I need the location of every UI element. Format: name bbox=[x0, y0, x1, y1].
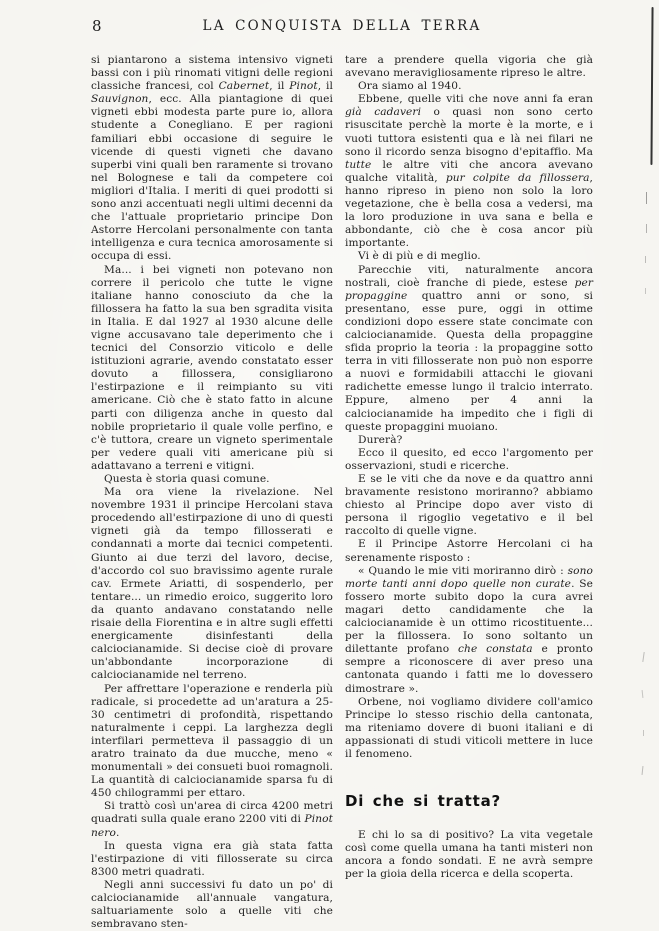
scan-artifact-mark bbox=[646, 224, 647, 233]
paragraph: Questa è storia quasi comune. bbox=[104, 473, 270, 485]
scan-artifact-mark bbox=[643, 730, 644, 736]
paragraph: si piantarono a sistema intensivo vigneti bassi con i più rinomati vitigni delle regioni classiche francesi, col Cabernet, il Pinot, il Sauvignon, ecc. Alla piantagione di quei vigneti ebbi modesta parte pure io, allora studente a Conegliano. E per ragioni familiari ebbi occasione di seguire le vicende di questi vigneti che davano superbi vini quali ben raramente si trovano nel Bolognese e tali da competere coi migliori d'Italia. I meriti di quei prodotti si sono anzi accentuati negli ultimi decenni da che l'attuale proprietario principe Don Astorre Hercolani personalmente con tanta intelligenza e cura tecnica amorosamente si occupa di essi. bbox=[91, 54, 333, 263]
paragraph: In questa vigna era già stata fatta l'estirpazione di viti fillosserate su circa 8300 metri quadrati. bbox=[91, 839, 333, 878]
paragraph: Durerà? bbox=[358, 433, 403, 446]
scan-artifact-mark bbox=[642, 652, 644, 662]
paragraph: Negli anni successivi fu dato un po' di calciocianamide all'annuale vangatura, saltuariamente solo a quelle viti che sembravano sten- bbox=[91, 878, 333, 931]
running-header-title: LA CONQUISTA DELLA TERRA bbox=[202, 18, 482, 34]
scan-artifact-mark bbox=[646, 192, 647, 204]
paragraph: E chi lo sa di positivo? La vita vegetale così come quella umana ha tanti misteri non ancora a fondo sondati. E ne avrà sempre per la gioia della ricerca e della scoperta. bbox=[345, 829, 593, 881]
paragraph: E se le viti che da nove e da quattro anni bravamente resistono moriranno? abbiamo chiesto al Principe dopo aver visto di persona il rigoglio vegetativo e il bel raccolto di quelle vigne. bbox=[345, 473, 593, 538]
paragraph: Ecco il quesito, ed ecco l'argomento per osservazioni, studi e ricerche. bbox=[345, 446, 593, 472]
paragraph: Vi è di più e di meglio. bbox=[358, 250, 481, 263]
page-number: 8 bbox=[92, 17, 102, 35]
paragraph: E il Principe Astorre Hercolani ci ha serenamente risposto : bbox=[345, 538, 593, 564]
scan-artifact-mark bbox=[642, 690, 644, 698]
paragraph: Ebbene, quelle viti che nove anni fa eran già cadaveri o quasi non sono certo risuscitate perchè la morte è la morte, e i vuoti tuttora esistenti qua e là nei filari ne sono il ricordo senza bisogno d'epitaffio. Ma tutte le altre viti che ancora avevano qualche vitalità, pur colpite da fillossera, hanno ripreso in pieno non solo la loro vegetazione, che è bella cosa a vedersi, ma la loro produzione in uva sana e bella e abbondante, ciò che è cosa ancor più importante. bbox=[345, 93, 594, 250]
paragraph: « Quando le mie viti moriranno dirò : sono morte tanti anni dopo quelle non curate. Se fossero morte subito dopo la cura avrei magari detto candidamente che la calciocianamide è un ottimo ricostituente... per la fillossera. Io sono soltanto un dilettante profano che constata e pronto sempre a riconoscere di aver preso una cantonata quando i fatti me lo dovessero dimostrare ». bbox=[345, 564, 593, 695]
paragraph: Per affrettare l'operazione e renderla più radicale, si procedette ad un'aratura a 25-30 centimetri di profondità, rispettando naturalmente i ceppi. La larghezza degli interfilari permetteva il passaggio di un aratro trainato da due mucche, meno « monumentali » dei consueti buoi romagnoli. La quantità di calciocianamide sparsa fu di 450 chilogrammi per ettaro. bbox=[91, 682, 333, 800]
paragraph: Ma ora viene la rivelazione. Nel novembre 1931 il principe Hercolani stava procedendo all'estirpazione di uno di questi vigneti già da tempo fillosserati e condannati a morte dai tecnici competenti. Giunto ai due terzi del lavoro, decise, d'accordo col suo bravissimo agente rurale cav. Ermete Ariatti, di sospenderlo, per tentare... un rimedio eroico, suggerito loro da quanto andavano constatando nelle risaie della Fiorentina e in altre sugli effetti energicamente disinfestanti della calciocianamide. Si decise cioè di provare un'abbondante incorporazione di calciocianamide nel terreno. bbox=[91, 486, 333, 682]
paragraph: Orbene, noi vogliamo dividere coll'amico Principe lo stesso rischio della cantonata, ma riteniamo dovere di buoni italiani e di appassionati di studi viticoli mettere in luce il fenomeno. bbox=[345, 695, 593, 760]
scan-artifact-line bbox=[650, 7, 653, 165]
paragraph: tare a prendere quella vigoria che già avevano meravigliosamente ripreso le altre. bbox=[345, 54, 593, 80]
column-right bbox=[345, 54, 593, 881]
scan-artifact-mark bbox=[642, 766, 644, 775]
paragraph: Parecchie viti, naturalmente ancora nostrali, cioè franche di piede, estese per propaggine quattro anni or sono, si presentano, esse pure, oggi in ottime condizioni dopo essere state concimate con calciocianamide. Questa della propaggine sfida proprio la teoria : la propaggine sotto terra in viti fillosserate non può non esporre a nuovi e formidabili attacchi le giovani radichette emesse lungo il tralcio interrato. Eppure, almeno per 4 anni la calciocianamide ha impedito che i figli di queste propaggini muoiano. bbox=[345, 263, 593, 433]
column-left bbox=[91, 54, 333, 931]
scan-artifact-mark bbox=[645, 288, 646, 294]
section-heading: Di che si tratta? bbox=[345, 792, 502, 811]
scan-artifact-mark bbox=[645, 256, 646, 263]
paragraph: Si trattò così un'area di circa 4200 metri quadrati sulla quale erano 2200 viti di Pinot nero. bbox=[91, 800, 333, 839]
paragraph: Ma... i bei vigneti non potevano non correre il pericolo che tutte le vigne italiane hanno conosciuto da che la fillossera ha fatto la sua ben sgradita visita in Italia. E dal 1927 al 1930 alcune delle vigne accusavano tale deperimento che i tecnici del Consorzio viticolo e delle istituzioni agrarie, avendo constatato esser dovuto a fillossera, consigliarono l'estirpazione e il reimpianto su viti americane. Ciò che è stato fatto in alcune parti con diligenza anche in questo dal nobile proprietario il quale volle perfino, e c'è tuttora, creare un vigneto sperimentale per vedere quali viti americane più si adattavano a terreni e vitigni. bbox=[91, 263, 333, 472]
paragraph: Ora siamo al 1940. bbox=[358, 80, 462, 93]
